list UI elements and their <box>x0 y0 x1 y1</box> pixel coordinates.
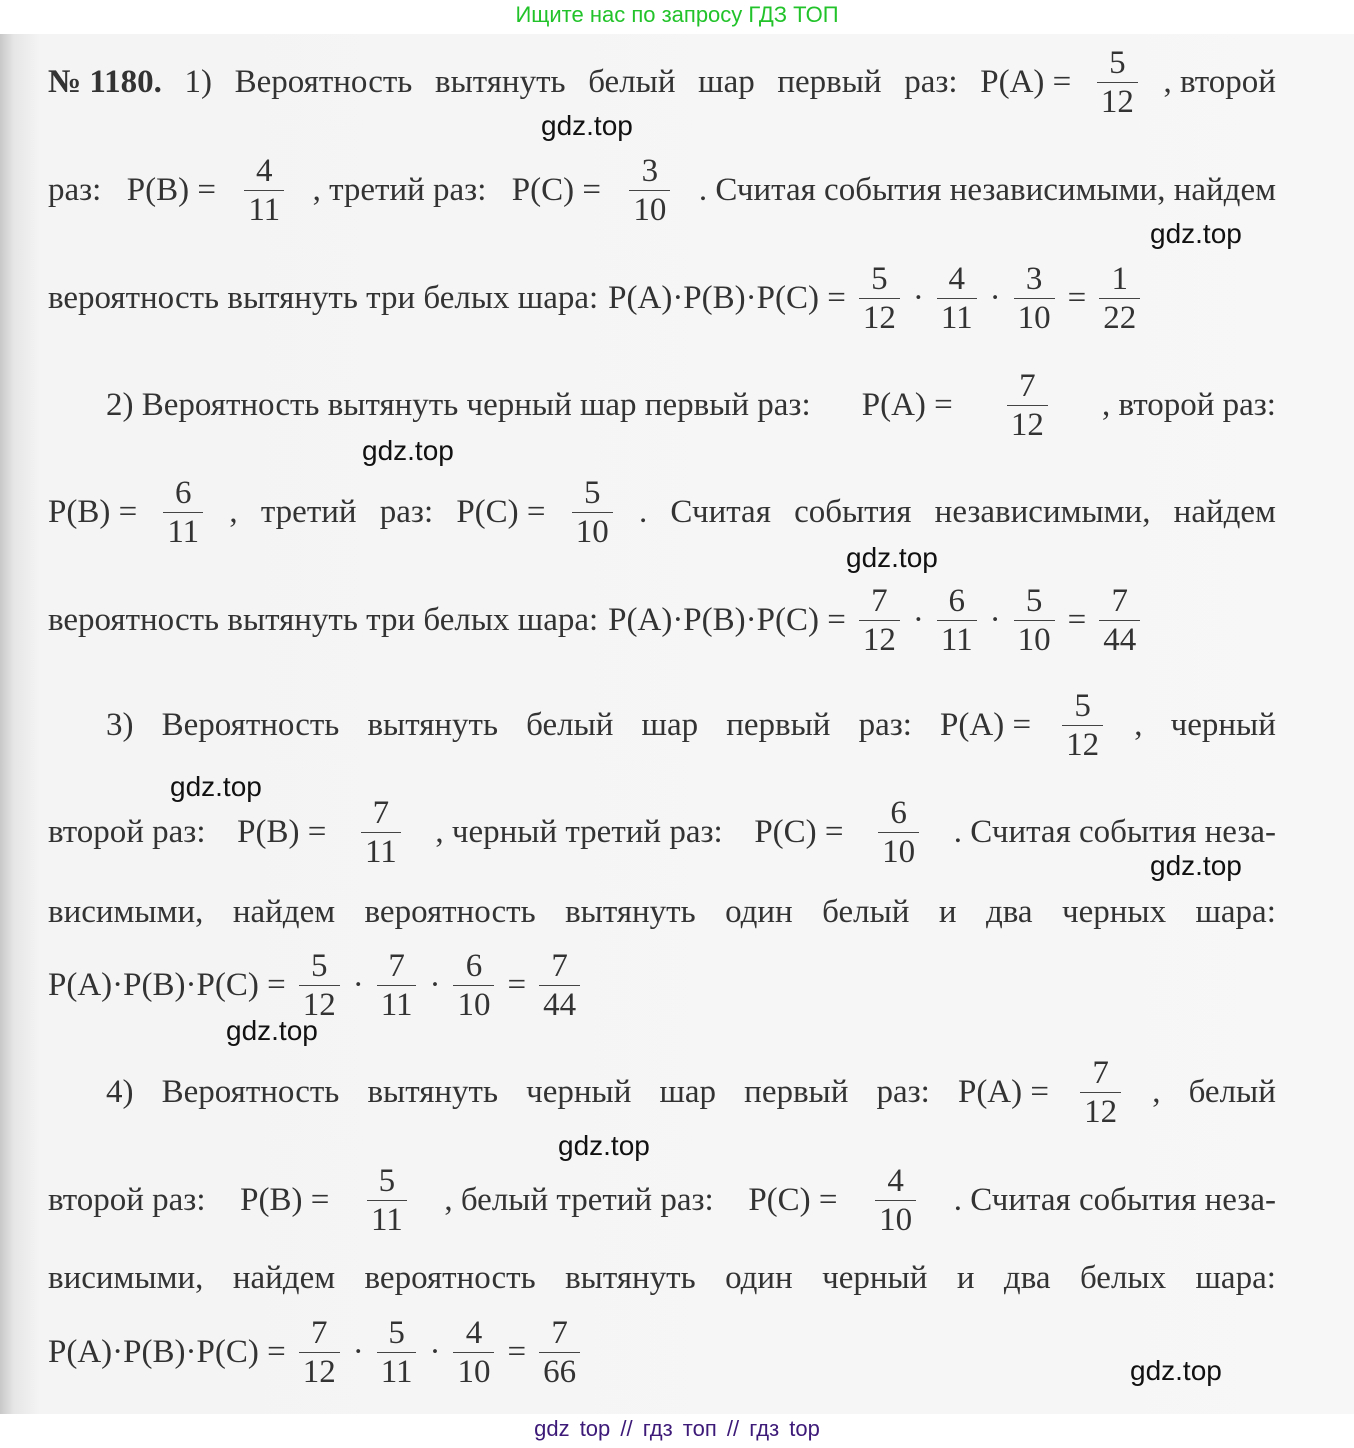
fraction <box>299 947 340 1024</box>
text-segment: черный <box>526 1074 632 1110</box>
fraction <box>1062 687 1103 764</box>
watermark-text: gdz.top <box>541 110 633 141</box>
watermark-text: gdz.top <box>362 435 454 466</box>
denominator: 12 <box>859 298 900 337</box>
text-segment: черных <box>1062 894 1167 930</box>
text-segment: независимыми, <box>934 494 1151 530</box>
denominator: 11 <box>377 1352 417 1391</box>
fraction <box>875 1162 916 1239</box>
text-segment: 2) Вероятность вытянуть черный шар первый раз: <box>106 387 811 423</box>
denominator: 22 <box>1099 298 1140 337</box>
numerator: 7 <box>1111 582 1128 619</box>
numerator: 7 <box>551 1314 568 1351</box>
text-line <box>48 260 1276 336</box>
denominator: 44 <box>539 985 580 1024</box>
text-segment: шар <box>698 64 755 100</box>
search-hint-banner: Ищите нас по запросу ГДЗ ТОП <box>515 2 839 27</box>
text-segment: найдем <box>1173 494 1276 530</box>
watermark-text: gdz.top <box>170 771 262 802</box>
text-segment: , <box>1152 1074 1161 1110</box>
text-line <box>48 1162 1276 1238</box>
text-line <box>106 687 1276 763</box>
fraction <box>244 152 284 229</box>
text-segment: P(B) = <box>126 172 216 208</box>
numerator: 5 <box>1109 44 1126 81</box>
text-segment: , второй <box>1163 64 1276 100</box>
text-line <box>48 882 1276 942</box>
numerator: 4 <box>887 1162 904 1199</box>
text-segment: раз: <box>876 1074 930 1110</box>
fraction <box>1014 260 1055 337</box>
footer-banner: gdz top // гдз топ // гдз top <box>534 1416 820 1441</box>
text-segment: вероятность вытянуть три белых шара: <box>48 280 599 316</box>
text-segment: P(B) = <box>237 814 327 850</box>
text-segment: вероятность <box>364 894 536 930</box>
text-line <box>106 1054 1276 1130</box>
text-segment: белых <box>1079 1260 1167 1296</box>
text-segment: 1) <box>184 64 212 100</box>
text-line <box>48 474 1276 550</box>
numerator: 5 <box>583 474 601 511</box>
denominator: 11 <box>163 512 203 551</box>
denominator: 10 <box>1014 620 1055 659</box>
text-segment: вытянуть <box>367 707 499 743</box>
numerator: 1 <box>1111 260 1128 297</box>
text-segment: · <box>352 1334 364 1370</box>
text-segment: вытянуть <box>565 1260 696 1296</box>
denominator: 12 <box>1080 1092 1121 1131</box>
numerator: 4 <box>256 152 273 189</box>
fraction <box>539 1314 580 1391</box>
text-segment: два <box>985 894 1033 930</box>
text-segment: P(A) = <box>957 1074 1049 1110</box>
fraction <box>1099 582 1140 659</box>
numerator: 3 <box>641 152 659 189</box>
text-segment: 3) <box>106 707 134 743</box>
numerator: 4 <box>465 1314 483 1351</box>
numerator: 6 <box>890 794 907 831</box>
denominator: 66 <box>539 1352 580 1391</box>
numerator: 7 <box>1092 1054 1109 1091</box>
text-segment: и <box>938 894 957 930</box>
denominator: 11 <box>361 832 401 871</box>
text-segment: второй раз: <box>48 1182 206 1218</box>
fraction <box>878 794 919 871</box>
text-segment: P(C) = <box>748 1182 838 1218</box>
fraction <box>1007 367 1048 444</box>
text-segment: Вероятность <box>161 707 340 743</box>
text-segment: два <box>1003 1260 1051 1296</box>
numerator: 5 <box>388 1314 405 1351</box>
numerator: 5 <box>378 1162 396 1199</box>
numerator: 7 <box>388 947 405 984</box>
fraction <box>163 474 203 551</box>
text-segment: . <box>638 494 648 530</box>
text-segment: P(A) = <box>940 707 1032 743</box>
text-line <box>48 947 1276 1023</box>
text-segment: черный <box>1170 707 1276 743</box>
text-line <box>106 367 1276 443</box>
denominator: 12 <box>299 985 340 1024</box>
denominator: 12 <box>1097 82 1138 121</box>
text-segment: белый <box>822 894 910 930</box>
text-segment: белый <box>588 64 676 100</box>
text-segment: = <box>507 967 527 1003</box>
text-segment: 4) <box>106 1074 134 1110</box>
text-segment: , третий раз: <box>312 172 487 208</box>
denominator: 12 <box>859 620 900 659</box>
numerator: 5 <box>310 947 328 984</box>
denominator: 10 <box>453 985 494 1024</box>
numerator: 6 <box>465 947 483 984</box>
denominator: 10 <box>875 1200 916 1239</box>
text-segment: P(B) = <box>240 1182 330 1218</box>
fraction <box>572 474 613 551</box>
denominator: 11 <box>377 985 417 1024</box>
text-segment: раз: <box>48 172 102 208</box>
text-segment: P(C) = <box>456 494 546 530</box>
text-segment: P(C) = <box>754 814 844 850</box>
text-segment: , черный третий раз: <box>435 814 723 850</box>
numerator: 7 <box>310 1314 328 1351</box>
numerator: 7 <box>1019 367 1036 404</box>
text-segment: третий <box>260 494 357 530</box>
text-line <box>48 152 1276 228</box>
text-segment: Вероятность <box>161 1074 340 1110</box>
denominator: 12 <box>1007 405 1048 444</box>
text-segment: · <box>989 602 1001 638</box>
numerator: 3 <box>1025 260 1043 297</box>
numerator: 6 <box>175 474 192 511</box>
numerator: 6 <box>948 582 965 619</box>
text-segment: , <box>229 494 238 530</box>
denominator: 10 <box>1014 298 1055 337</box>
denominator: 10 <box>453 1352 494 1391</box>
text-segment: P(C) = <box>511 172 601 208</box>
fraction <box>629 152 670 229</box>
numerator: 5 <box>1074 687 1091 724</box>
text-segment: · <box>429 1334 441 1370</box>
fraction <box>937 260 977 337</box>
text-segment: P(A)·P(B)·P(C) = <box>608 602 846 638</box>
text-segment: первый <box>726 707 831 743</box>
text-segment: . Считая события неза- <box>953 1182 1276 1218</box>
text-segment: · <box>429 967 441 1003</box>
denominator: 11 <box>937 620 977 659</box>
watermark-text: gdz.top <box>1150 850 1242 881</box>
watermark-text: gdz.top <box>846 542 938 573</box>
text-line <box>48 1314 1276 1390</box>
text-segment: найдем <box>232 894 336 930</box>
text-segment: · <box>912 280 924 316</box>
fraction <box>361 794 401 871</box>
text-segment: · <box>352 967 364 1003</box>
text-segment: первый <box>744 1074 849 1110</box>
text-segment: вероятность <box>364 1260 536 1296</box>
text-segment: раз: <box>379 494 434 530</box>
denominator: 44 <box>1099 620 1140 659</box>
text-segment: раз: <box>904 64 958 100</box>
fraction <box>453 947 494 1024</box>
text-segment: вытянуть <box>435 64 566 100</box>
text-segment: вероятность вытянуть три белых шара: <box>48 602 599 638</box>
text-segment: висимыми, <box>48 894 204 930</box>
watermark-text: gdz.top <box>1130 1355 1222 1386</box>
text-segment: , <box>1134 707 1143 743</box>
numerator: 7 <box>372 794 390 831</box>
text-segment: P(A)·P(B)·P(C) = <box>48 1334 286 1370</box>
text-segment: · <box>912 602 924 638</box>
fraction <box>937 582 977 659</box>
denominator: 11 <box>937 298 977 337</box>
text-segment: раз: <box>858 707 912 743</box>
fraction <box>859 582 900 659</box>
text-segment: . Считая события неза- <box>953 814 1276 850</box>
text-segment: черный <box>822 1260 928 1296</box>
text-segment: . Считая события независимыми, найдем <box>698 172 1276 208</box>
text-segment: один <box>725 894 793 930</box>
denominator: 11 <box>367 1200 407 1239</box>
text-segment: события <box>794 494 912 530</box>
text-segment: · <box>989 280 1001 316</box>
text-segment: , второй раз: <box>1101 387 1276 423</box>
fraction <box>859 260 900 337</box>
text-line <box>48 44 1276 120</box>
text-segment: белый <box>526 707 614 743</box>
fraction <box>539 947 580 1024</box>
text-segment: первый <box>777 64 882 100</box>
text-segment: и <box>956 1260 975 1296</box>
numerator: 4 <box>948 260 965 297</box>
fraction <box>377 947 417 1024</box>
text-segment: = <box>1067 280 1087 316</box>
text-segment: = <box>507 1334 527 1370</box>
text-segment: вытянуть <box>367 1074 499 1110</box>
text-segment: Вероятность <box>234 64 413 100</box>
denominator: 10 <box>572 512 613 551</box>
text-segment: шара: <box>1195 1260 1276 1296</box>
numerator: 5 <box>1025 582 1043 619</box>
text-segment: найдем <box>232 1260 336 1296</box>
text-segment: P(B) = <box>48 494 138 530</box>
fraction <box>1014 582 1055 659</box>
text-segment: вытянуть <box>565 894 696 930</box>
watermark-text: gdz.top <box>226 1015 318 1046</box>
text-segment: шара: <box>1195 894 1276 930</box>
numerator: 7 <box>871 582 888 619</box>
text-segment: висимыми, <box>48 1260 204 1296</box>
numerator: 5 <box>871 260 888 297</box>
denominator: 11 <box>244 190 284 229</box>
text-segment: P(A) = <box>861 387 953 423</box>
text-segment: , белый третий раз: <box>444 1182 714 1218</box>
fraction <box>377 1314 417 1391</box>
numerator: 7 <box>551 947 568 984</box>
text-line <box>48 1248 1276 1308</box>
denominator: 10 <box>629 190 670 229</box>
denominator: 12 <box>1062 725 1103 764</box>
text-segment: Считая <box>670 494 771 530</box>
fraction <box>299 1314 340 1391</box>
fraction <box>1099 260 1140 337</box>
text-segment: второй раз: <box>48 814 206 850</box>
text-segment: шар <box>641 707 699 743</box>
fraction <box>1080 1054 1121 1131</box>
text-segment: шар <box>659 1074 717 1110</box>
fraction <box>453 1314 494 1391</box>
text-segment: P(A)·P(B)·P(C) = <box>48 967 286 1003</box>
text-segment: белый <box>1188 1074 1276 1110</box>
watermark-text: gdz.top <box>1150 218 1242 249</box>
text-segment: = <box>1067 602 1087 638</box>
text-segment: один <box>725 1260 793 1296</box>
text-segment: P(A)·P(B)·P(C) = <box>608 280 846 316</box>
text-segment: P(A) = <box>980 64 1072 100</box>
denominator: 12 <box>299 1352 340 1391</box>
text-line <box>48 582 1276 658</box>
problem-number: № 1180. <box>48 64 162 100</box>
fraction <box>1097 44 1138 121</box>
watermark-text: gdz.top <box>558 1130 650 1161</box>
denominator: 10 <box>878 832 919 871</box>
fraction <box>367 1162 407 1239</box>
